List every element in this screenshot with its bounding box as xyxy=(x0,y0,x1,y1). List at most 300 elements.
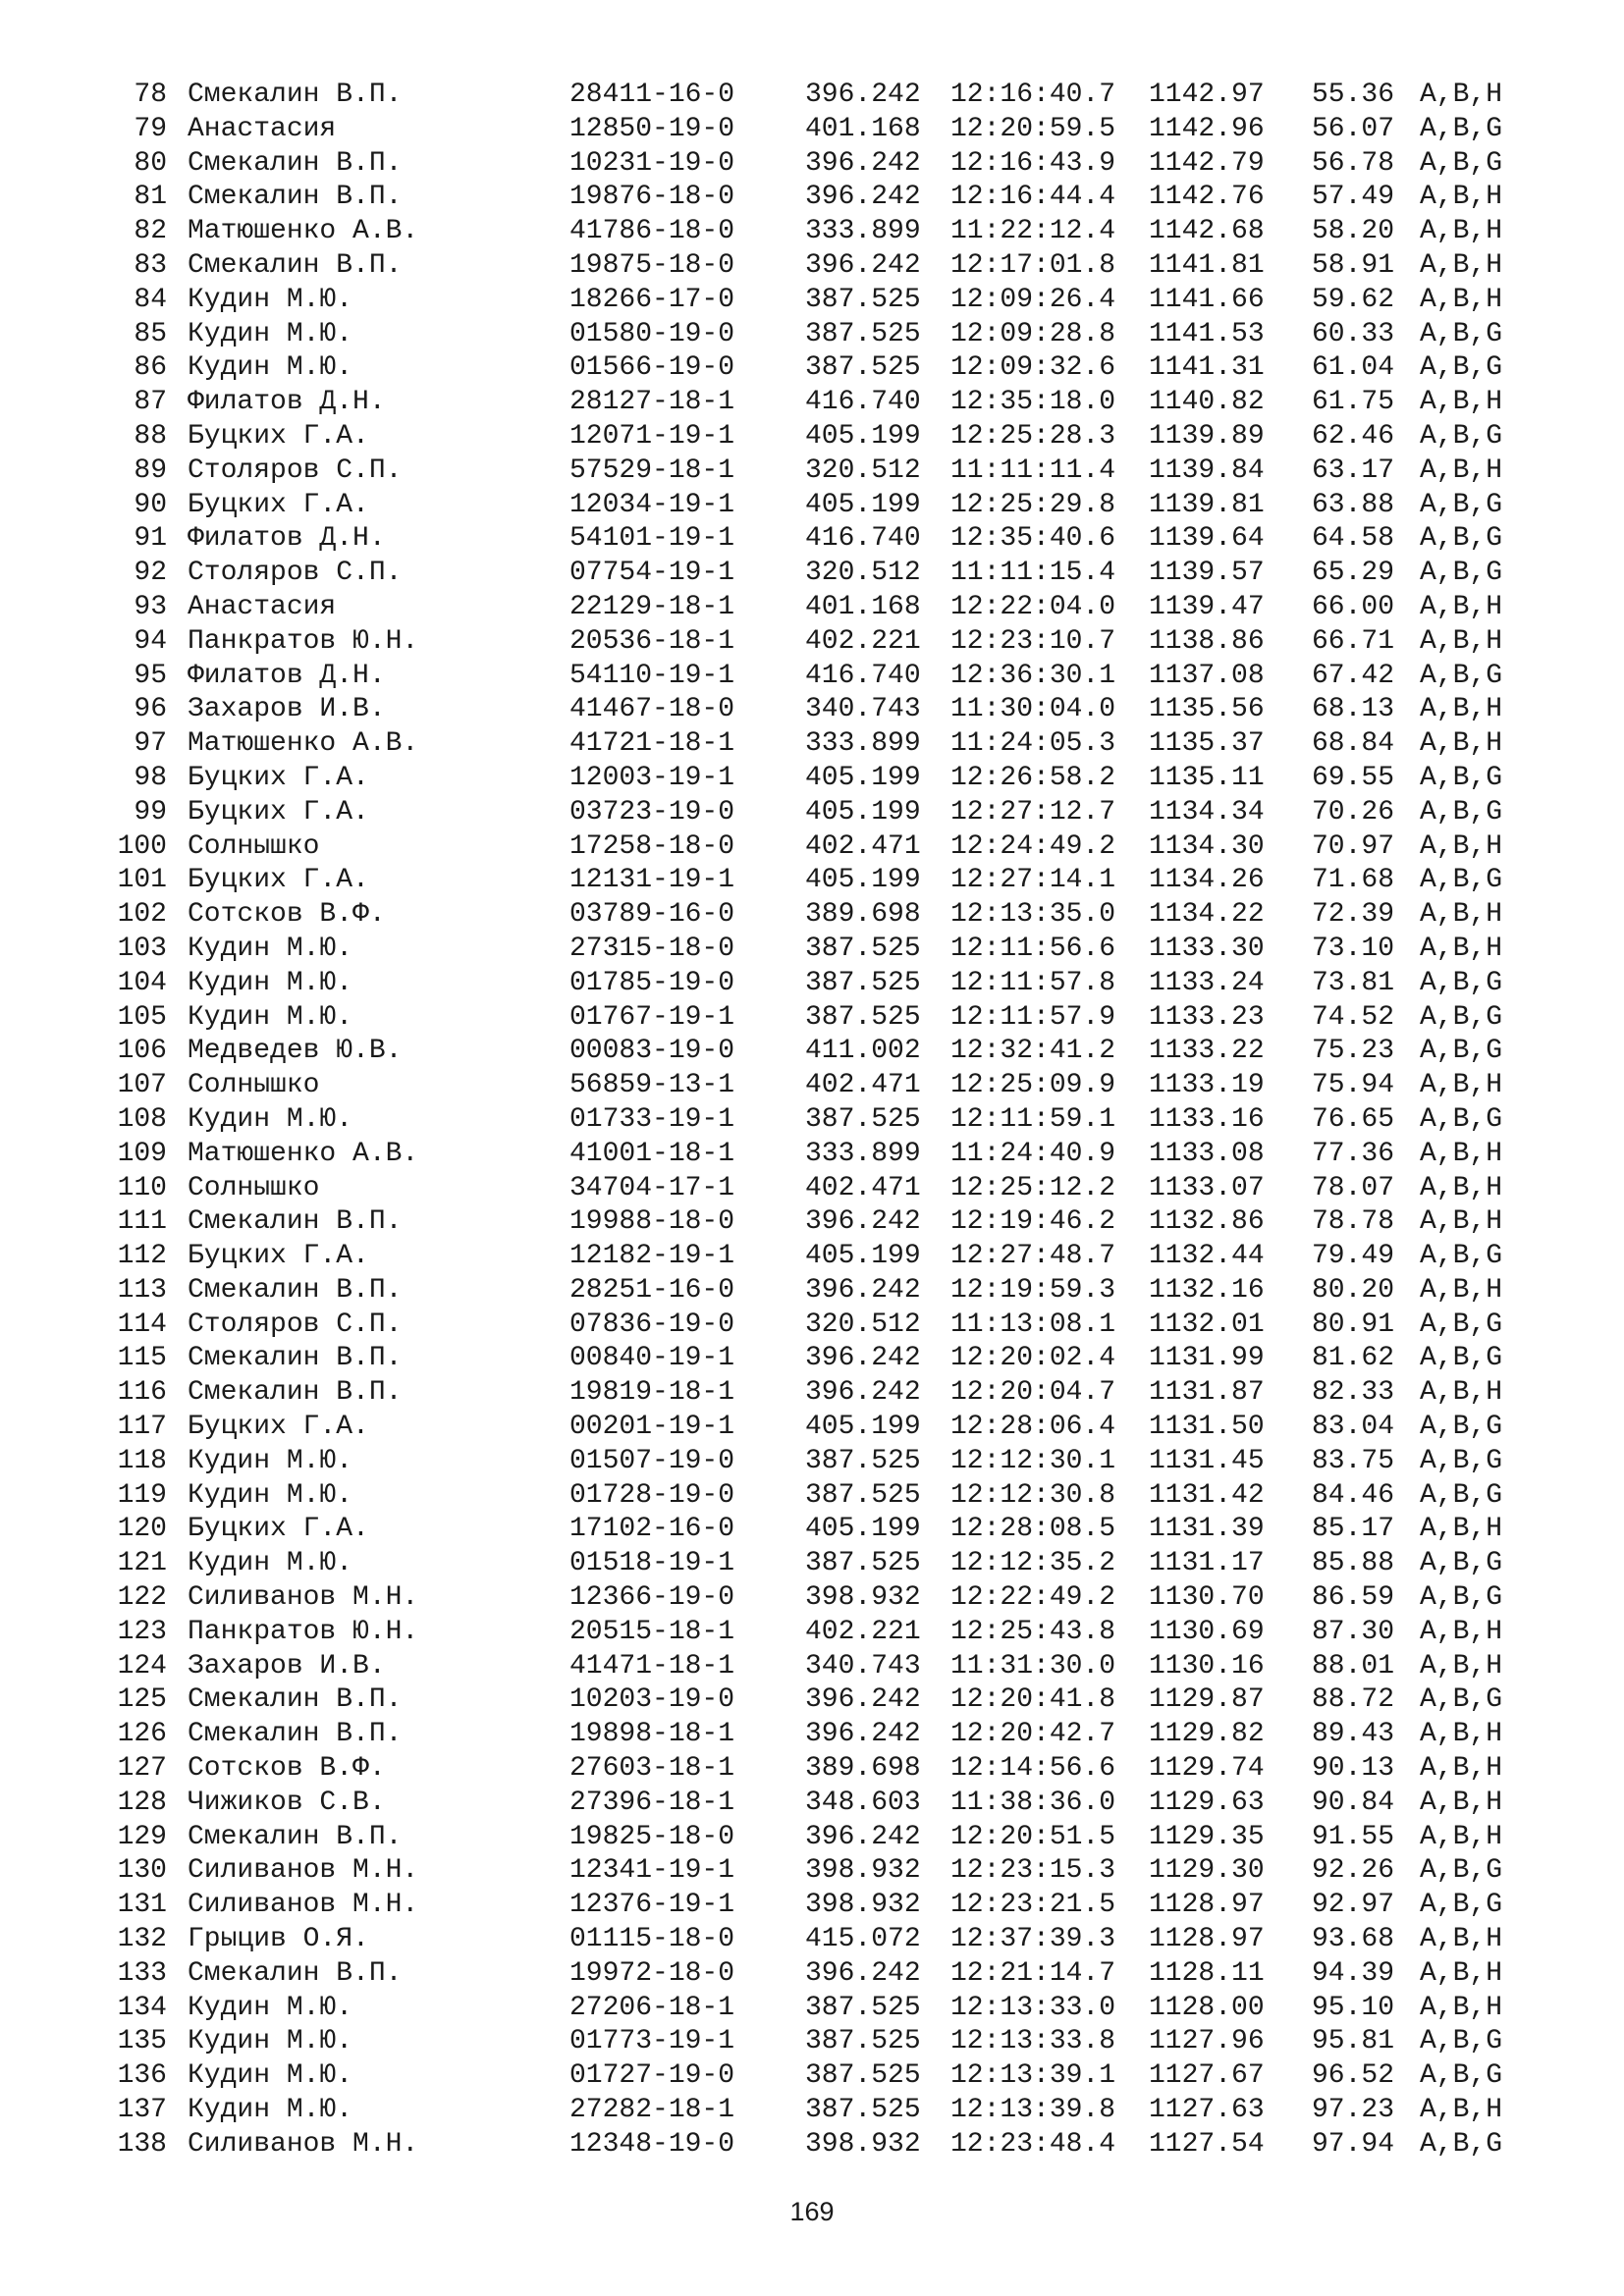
row-category: A,B,H xyxy=(1420,1719,1503,1750)
row-category: A,B,G xyxy=(1420,762,1503,793)
row-arrival-time: 12:16:43.9 xyxy=(950,147,1116,179)
row-speed: 1130.70 xyxy=(1149,1582,1265,1614)
row-arrival-time: 12:35:18.0 xyxy=(950,387,1116,418)
row-place: 92 xyxy=(134,558,167,589)
row-place: 106 xyxy=(117,1036,167,1067)
row-name: Сотсков В.Ф. xyxy=(188,899,386,931)
row-category: A,B,H xyxy=(1420,1377,1503,1409)
row-speed: 1127.54 xyxy=(1149,2128,1265,2160)
row-place: 81 xyxy=(134,182,167,213)
row-arrival-time: 12:28:06.4 xyxy=(950,1412,1116,1443)
row-distance: 405.199 xyxy=(805,1514,921,1545)
row-speed: 1142.76 xyxy=(1149,182,1265,213)
row-ring-number: 12348-19-0 xyxy=(569,2128,735,2160)
row-distance: 396.242 xyxy=(805,1684,921,1716)
row-name: Кудин М.Ю. xyxy=(188,2095,353,2126)
row-place: 110 xyxy=(117,1172,167,1203)
row-ring-number: 12376-19-1 xyxy=(569,1890,735,1921)
row-ring-number: 12071-19-1 xyxy=(569,420,735,452)
row-category: A,B,H xyxy=(1420,1787,1503,1818)
row-distance: 396.242 xyxy=(805,1206,921,1238)
row-place: 94 xyxy=(134,625,167,657)
row-name: Смекалин В.П. xyxy=(188,182,403,213)
row-arrival-time: 12:20:59.5 xyxy=(950,113,1116,144)
row-arrival-time: 12:35:40.6 xyxy=(950,523,1116,555)
row-speed: 1133.30 xyxy=(1149,933,1265,964)
row-arrival-time: 11:22:12.4 xyxy=(950,216,1116,247)
row-place: 80 xyxy=(134,147,167,179)
table-row xyxy=(0,147,1624,182)
table-row xyxy=(0,1103,1624,1138)
row-distance: 396.242 xyxy=(805,1343,921,1374)
table-row xyxy=(0,693,1624,727)
row-distance: 416.740 xyxy=(805,387,921,418)
row-ring-number: 19876-18-0 xyxy=(569,182,735,213)
row-place: 138 xyxy=(117,2128,167,2160)
row-speed: 1133.19 xyxy=(1149,1070,1265,1101)
row-name: Смекалин В.П. xyxy=(188,1684,403,1716)
row-ring-number: 03789-16-0 xyxy=(569,899,735,931)
row-ring-number: 22129-18-1 xyxy=(569,591,735,622)
row-place: 90 xyxy=(134,489,167,520)
table-row xyxy=(0,1274,1624,1308)
table-row xyxy=(0,79,1624,113)
row-category: A,B,H xyxy=(1420,1274,1503,1306)
row-speed: 1133.16 xyxy=(1149,1103,1265,1135)
row-coefficient: 80.20 xyxy=(1312,1274,1395,1306)
row-category: A,B,H xyxy=(1420,1070,1503,1101)
row-distance: 416.740 xyxy=(805,660,921,691)
row-distance: 405.199 xyxy=(805,489,921,520)
row-coefficient: 57.49 xyxy=(1312,182,1395,213)
row-name: Матюшенко А.В. xyxy=(188,1138,419,1169)
row-name: Кудин М.Ю. xyxy=(188,2026,353,2057)
row-coefficient: 56.07 xyxy=(1312,113,1395,144)
row-distance: 389.698 xyxy=(805,1753,921,1785)
row-category: A,B,G xyxy=(1420,1412,1503,1443)
row-name: Кудин М.Ю. xyxy=(188,352,353,384)
row-name: Захаров И.В. xyxy=(188,694,386,725)
row-place: 130 xyxy=(117,1855,167,1887)
row-place: 103 xyxy=(117,933,167,964)
row-place: 91 xyxy=(134,523,167,555)
row-place: 100 xyxy=(117,830,167,862)
table-row xyxy=(0,591,1624,625)
row-name: Буцких Г.А. xyxy=(188,1514,369,1545)
row-coefficient: 95.10 xyxy=(1312,1992,1395,2023)
row-distance: 333.899 xyxy=(805,216,921,247)
row-distance: 415.072 xyxy=(805,1924,921,1955)
row-coefficient: 60.33 xyxy=(1312,318,1395,349)
row-arrival-time: 12:25:28.3 xyxy=(950,420,1116,452)
row-speed: 1131.45 xyxy=(1149,1445,1265,1476)
row-speed: 1135.11 xyxy=(1149,762,1265,793)
row-place: 102 xyxy=(117,899,167,931)
row-name: Силиванов М.Н. xyxy=(188,1890,419,1921)
row-coefficient: 96.52 xyxy=(1312,2060,1395,2092)
row-category: A,B,H xyxy=(1420,830,1503,862)
row-coefficient: 76.65 xyxy=(1312,1103,1395,1135)
row-name: Солнышко xyxy=(188,830,320,862)
row-place: 83 xyxy=(134,249,167,281)
row-speed: 1133.22 xyxy=(1149,1036,1265,1067)
row-arrival-time: 11:24:40.9 xyxy=(950,1138,1116,1169)
table-row xyxy=(0,386,1624,420)
row-coefficient: 85.17 xyxy=(1312,1514,1395,1545)
row-ring-number: 12034-19-1 xyxy=(569,489,735,520)
row-name: Солнышко xyxy=(188,1070,320,1101)
row-category: A,B,H xyxy=(1420,1206,1503,1238)
row-place: 127 xyxy=(117,1753,167,1785)
row-category: A,B,H xyxy=(1420,1924,1503,1955)
row-coefficient: 91.55 xyxy=(1312,1821,1395,1852)
row-category: A,B,H xyxy=(1420,1616,1503,1647)
row-category: A,B,H xyxy=(1420,284,1503,315)
row-coefficient: 75.94 xyxy=(1312,1070,1395,1101)
row-category: A,B,G xyxy=(1420,1308,1503,1340)
row-place: 84 xyxy=(134,284,167,315)
page-number: 169 xyxy=(789,2197,835,2226)
row-name: Кудин М.Ю. xyxy=(188,1445,353,1476)
table-row xyxy=(0,796,1624,830)
table-row xyxy=(0,1513,1624,1547)
row-coefficient: 66.00 xyxy=(1312,591,1395,622)
row-arrival-time: 12:22:04.0 xyxy=(950,591,1116,622)
row-arrival-time: 12:36:30.1 xyxy=(950,660,1116,691)
row-coefficient: 62.46 xyxy=(1312,420,1395,452)
table-row xyxy=(0,1889,1624,1923)
table-row xyxy=(0,1376,1624,1411)
row-ring-number: 12850-19-0 xyxy=(569,113,735,144)
row-ring-number: 00083-19-0 xyxy=(569,1036,735,1067)
row-name: Смекалин В.П. xyxy=(188,1821,403,1852)
row-distance: 398.932 xyxy=(805,1855,921,1887)
row-name: Силиванов М.Н. xyxy=(188,2128,419,2160)
row-arrival-time: 11:11:15.4 xyxy=(950,558,1116,589)
row-place: 109 xyxy=(117,1138,167,1169)
row-speed: 1134.22 xyxy=(1149,899,1265,931)
row-speed: 1139.81 xyxy=(1149,489,1265,520)
table-row xyxy=(0,215,1624,249)
row-ring-number: 27282-18-1 xyxy=(569,2095,735,2126)
table-row xyxy=(0,113,1624,147)
row-category: A,B,G xyxy=(1420,318,1503,349)
row-distance: 396.242 xyxy=(805,80,921,110)
row-arrival-time: 12:23:15.3 xyxy=(950,1855,1116,1887)
row-speed: 1142.96 xyxy=(1149,113,1265,144)
row-speed: 1140.82 xyxy=(1149,387,1265,418)
row-category: A,B,G xyxy=(1420,1855,1503,1887)
row-category: A,B,H xyxy=(1420,625,1503,657)
row-name: Кудин М.Ю. xyxy=(188,1103,353,1135)
row-distance: 402.221 xyxy=(805,625,921,657)
row-arrival-time: 12:12:30.1 xyxy=(950,1445,1116,1476)
table-row xyxy=(0,1650,1624,1684)
row-arrival-time: 12:12:35.2 xyxy=(950,1548,1116,1579)
row-place: 131 xyxy=(117,1890,167,1921)
row-ring-number: 20515-18-1 xyxy=(569,1616,735,1647)
row-distance: 401.168 xyxy=(805,113,921,144)
table-row xyxy=(0,2025,1624,2059)
row-speed: 1129.74 xyxy=(1149,1753,1265,1785)
row-distance: 348.603 xyxy=(805,1787,921,1818)
row-place: 137 xyxy=(117,2095,167,2126)
row-speed: 1131.50 xyxy=(1149,1412,1265,1443)
row-coefficient: 68.13 xyxy=(1312,694,1395,725)
row-name: Кудин М.Ю. xyxy=(188,1548,353,1579)
row-ring-number: 01507-19-0 xyxy=(569,1445,735,1476)
row-distance: 416.740 xyxy=(805,523,921,555)
row-arrival-time: 12:20:51.5 xyxy=(950,1821,1116,1852)
row-category: A,B,G xyxy=(1420,1001,1503,1033)
row-speed: 1129.82 xyxy=(1149,1719,1265,1750)
row-distance: 405.199 xyxy=(805,762,921,793)
row-place: 125 xyxy=(117,1684,167,1716)
row-arrival-time: 12:25:43.8 xyxy=(950,1616,1116,1647)
row-distance: 402.221 xyxy=(805,1616,921,1647)
row-coefficient: 78.07 xyxy=(1312,1172,1395,1203)
row-coefficient: 70.26 xyxy=(1312,796,1395,828)
row-ring-number: 12341-19-1 xyxy=(569,1855,735,1887)
row-name: Смекалин В.П. xyxy=(188,1719,403,1750)
row-arrival-time: 12:22:49.2 xyxy=(950,1582,1116,1614)
row-place: 118 xyxy=(117,1445,167,1476)
row-category: A,B,G xyxy=(1420,1036,1503,1067)
row-arrival-time: 12:19:46.2 xyxy=(950,1206,1116,1238)
row-category: A,B,H xyxy=(1420,1753,1503,1785)
row-name: Кудин М.Ю. xyxy=(188,1479,353,1511)
row-name: Буцких Г.А. xyxy=(188,1412,369,1443)
row-distance: 333.899 xyxy=(805,1138,921,1169)
row-speed: 1142.97 xyxy=(1149,80,1265,110)
row-coefficient: 88.72 xyxy=(1312,1684,1395,1716)
row-place: 88 xyxy=(134,420,167,452)
row-distance: 387.525 xyxy=(805,1445,921,1476)
row-speed: 1139.89 xyxy=(1149,420,1265,452)
row-coefficient: 88.01 xyxy=(1312,1650,1395,1682)
row-category: A,B,H xyxy=(1420,1138,1503,1169)
row-name: Столяров С.П. xyxy=(188,454,403,486)
row-speed: 1129.30 xyxy=(1149,1855,1265,1887)
table-row xyxy=(0,1035,1624,1069)
row-ring-number: 01767-19-1 xyxy=(569,1001,735,1033)
table-row xyxy=(0,660,1624,694)
row-place: 93 xyxy=(134,591,167,622)
row-place: 136 xyxy=(117,2060,167,2092)
row-arrival-time: 12:27:12.7 xyxy=(950,796,1116,828)
table-row xyxy=(0,1992,1624,2026)
row-category: A,B,G xyxy=(1420,2128,1503,2160)
row-coefficient: 81.62 xyxy=(1312,1343,1395,1374)
row-coefficient: 85.88 xyxy=(1312,1548,1395,1579)
row-distance: 396.242 xyxy=(805,1957,921,1989)
row-distance: 405.199 xyxy=(805,1412,921,1443)
row-distance: 405.199 xyxy=(805,865,921,896)
row-distance: 387.525 xyxy=(805,352,921,384)
row-distance: 320.512 xyxy=(805,558,921,589)
table-row xyxy=(0,933,1624,967)
row-distance: 402.471 xyxy=(805,1070,921,1101)
row-ring-number: 28127-18-1 xyxy=(569,387,735,418)
row-name: Смекалин В.П. xyxy=(188,1957,403,1989)
row-coefficient: 93.68 xyxy=(1312,1924,1395,1955)
table-row xyxy=(0,2128,1624,2163)
row-name: Филатов Д.Н. xyxy=(188,660,386,691)
row-name: Буцких Г.А. xyxy=(188,865,369,896)
row-distance: 387.525 xyxy=(805,2095,921,2126)
row-category: A,B,G xyxy=(1420,1684,1503,1716)
row-speed: 1134.34 xyxy=(1149,796,1265,828)
row-name: Матюшенко А.В. xyxy=(188,216,419,247)
row-arrival-time: 11:38:36.0 xyxy=(950,1787,1116,1818)
row-category: A,B,H xyxy=(1420,182,1503,213)
row-coefficient: 83.04 xyxy=(1312,1412,1395,1443)
row-distance: 387.525 xyxy=(805,2060,921,2092)
row-speed: 1127.63 xyxy=(1149,2095,1265,2126)
row-distance: 396.242 xyxy=(805,249,921,281)
row-arrival-time: 11:11:11.4 xyxy=(950,454,1116,486)
row-coefficient: 87.30 xyxy=(1312,1616,1395,1647)
row-ring-number: 34704-17-1 xyxy=(569,1172,735,1203)
table-row xyxy=(0,1411,1624,1445)
row-distance: 396.242 xyxy=(805,1821,921,1852)
row-ring-number: 10231-19-0 xyxy=(569,147,735,179)
row-speed: 1139.57 xyxy=(1149,558,1265,589)
row-coefficient: 77.36 xyxy=(1312,1138,1395,1169)
row-coefficient: 92.97 xyxy=(1312,1890,1395,1921)
row-category: A,B,G xyxy=(1420,147,1503,179)
row-ring-number: 01728-19-0 xyxy=(569,1479,735,1511)
row-arrival-time: 12:28:08.5 xyxy=(950,1514,1116,1545)
table-row xyxy=(0,1205,1624,1240)
row-distance: 387.525 xyxy=(805,1992,921,2023)
row-ring-number: 01773-19-1 xyxy=(569,2026,735,2057)
row-speed: 1134.26 xyxy=(1149,865,1265,896)
row-speed: 1131.42 xyxy=(1149,1479,1265,1511)
row-speed: 1130.16 xyxy=(1149,1650,1265,1682)
row-category: A,B,G xyxy=(1420,796,1503,828)
row-ring-number: 19875-18-0 xyxy=(569,249,735,281)
row-ring-number: 00201-19-1 xyxy=(569,1412,735,1443)
row-distance: 387.525 xyxy=(805,967,921,998)
row-name: Буцких Г.А. xyxy=(188,489,369,520)
table-row xyxy=(0,830,1624,865)
row-arrival-time: 12:23:48.4 xyxy=(950,2128,1116,2160)
row-ring-number: 27396-18-1 xyxy=(569,1787,735,1818)
row-category: A,B,H xyxy=(1420,728,1503,760)
table-row xyxy=(0,2094,1624,2128)
row-arrival-time: 12:13:35.0 xyxy=(950,899,1116,931)
row-place: 85 xyxy=(134,318,167,349)
row-category: A,B,G xyxy=(1420,352,1503,384)
row-ring-number: 01115-18-0 xyxy=(569,1924,735,1955)
row-name: Грыцив О.Я. xyxy=(188,1924,369,1955)
row-ring-number: 54110-19-1 xyxy=(569,660,735,691)
row-coefficient: 90.13 xyxy=(1312,1753,1395,1785)
row-coefficient: 75.23 xyxy=(1312,1036,1395,1067)
row-coefficient: 59.62 xyxy=(1312,284,1395,315)
row-speed: 1129.87 xyxy=(1149,1684,1265,1716)
row-place: 96 xyxy=(134,694,167,725)
row-name: Солнышко xyxy=(188,1172,320,1203)
row-place: 79 xyxy=(134,113,167,144)
row-category: A,B,H xyxy=(1420,1172,1503,1203)
row-ring-number: 41786-18-0 xyxy=(569,216,735,247)
row-distance: 411.002 xyxy=(805,1036,921,1067)
row-coefficient: 70.97 xyxy=(1312,830,1395,862)
row-name: Захаров И.В. xyxy=(188,1650,386,1682)
row-distance: 387.525 xyxy=(805,933,921,964)
table-row xyxy=(0,454,1624,489)
row-name: Кудин М.Ю. xyxy=(188,318,353,349)
row-name: Буцких Г.А. xyxy=(188,762,369,793)
row-ring-number: 41721-18-1 xyxy=(569,728,735,760)
table-row xyxy=(0,1138,1624,1172)
row-distance: 320.512 xyxy=(805,1308,921,1340)
table-row xyxy=(0,318,1624,352)
row-distance: 405.199 xyxy=(805,796,921,828)
row-ring-number: 27315-18-0 xyxy=(569,933,735,964)
row-category: A,B,G xyxy=(1420,2026,1503,2057)
row-place: 134 xyxy=(117,1992,167,2023)
row-place: 113 xyxy=(117,1274,167,1306)
row-place: 114 xyxy=(117,1308,167,1340)
row-arrival-time: 12:11:56.6 xyxy=(950,933,1116,964)
row-distance: 401.168 xyxy=(805,591,921,622)
row-ring-number: 19898-18-1 xyxy=(569,1719,735,1750)
row-category: A,B,G xyxy=(1420,1343,1503,1374)
table-row xyxy=(0,1240,1624,1274)
row-coefficient: 89.43 xyxy=(1312,1719,1395,1750)
row-arrival-time: 11:24:05.3 xyxy=(950,728,1116,760)
table-row xyxy=(0,557,1624,591)
row-category: A,B,H xyxy=(1420,899,1503,931)
row-category: A,B,G xyxy=(1420,523,1503,555)
row-distance: 340.743 xyxy=(805,694,921,725)
row-ring-number: 18266-17-0 xyxy=(569,284,735,315)
row-name: Столяров С.П. xyxy=(188,1308,403,1340)
row-ring-number: 07754-19-1 xyxy=(569,558,735,589)
row-distance: 396.242 xyxy=(805,1719,921,1750)
row-coefficient: 82.33 xyxy=(1312,1377,1395,1409)
row-name: Матюшенко А.В. xyxy=(188,728,419,760)
results-table xyxy=(0,79,1624,2163)
row-category: A,B,G xyxy=(1420,660,1503,691)
row-place: 135 xyxy=(117,2026,167,2057)
row-ring-number: 03723-19-0 xyxy=(569,796,735,828)
row-arrival-time: 12:16:40.7 xyxy=(950,80,1116,110)
table-row xyxy=(0,2059,1624,2094)
row-coefficient: 63.17 xyxy=(1312,454,1395,486)
table-row xyxy=(0,181,1624,215)
table-row xyxy=(0,1718,1624,1752)
row-ring-number: 20536-18-1 xyxy=(569,625,735,657)
row-ring-number: 41471-18-1 xyxy=(569,1650,735,1682)
row-name: Сотсков В.Ф. xyxy=(188,1753,386,1785)
row-ring-number: 27603-18-1 xyxy=(569,1753,735,1785)
row-coefficient: 73.10 xyxy=(1312,933,1395,964)
row-place: 119 xyxy=(117,1479,167,1511)
row-name: Кудин М.Ю. xyxy=(188,967,353,998)
table-row xyxy=(0,762,1624,796)
row-distance: 402.471 xyxy=(805,1172,921,1203)
row-arrival-time: 12:14:56.6 xyxy=(950,1753,1116,1785)
row-category: A,B,H xyxy=(1420,454,1503,486)
row-speed: 1128.97 xyxy=(1149,1890,1265,1921)
row-coefficient: 83.75 xyxy=(1312,1445,1395,1476)
row-speed: 1135.37 xyxy=(1149,728,1265,760)
table-row xyxy=(0,625,1624,660)
